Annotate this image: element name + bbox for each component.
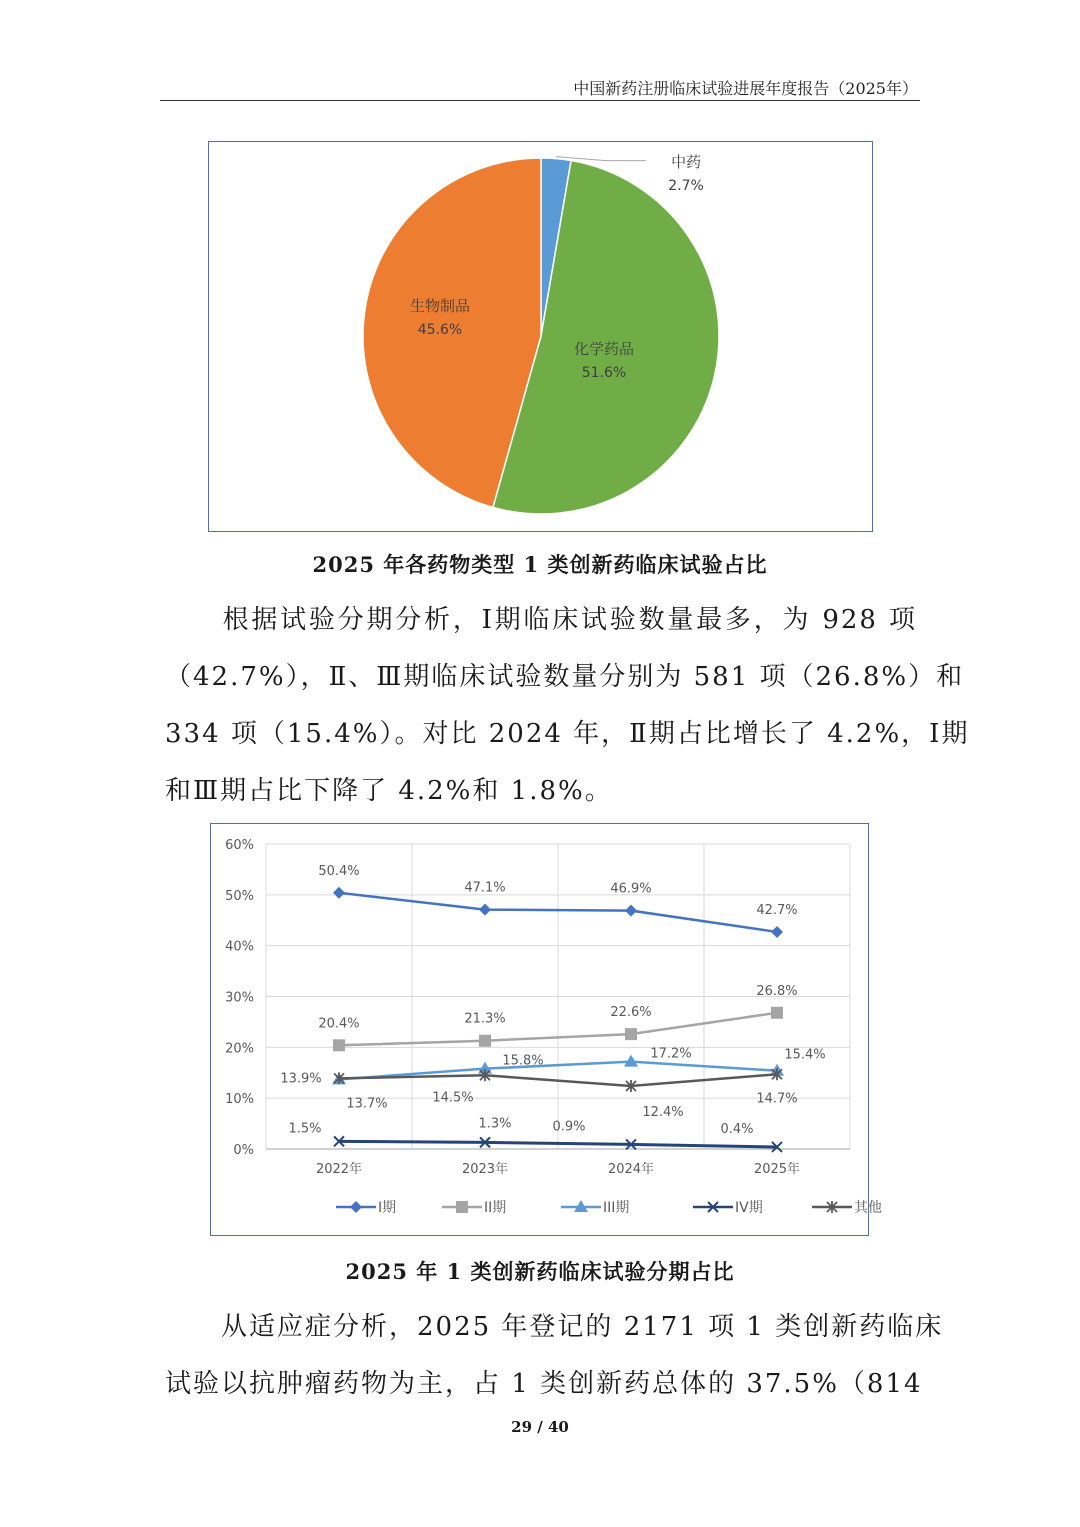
data-label: 50.4% [318, 863, 360, 879]
y-tick-label: 30% [225, 990, 254, 1006]
paragraph-line: 从适应症分析，2025 年登记的 2171 项 1 类创新药临床 [165, 1312, 944, 1342]
x-tick-label: 2022年 [315, 1162, 363, 1177]
x-tick-label: 2025年 [753, 1162, 801, 1177]
pie-label-name: 中药 [671, 153, 702, 171]
data-point [771, 926, 783, 938]
data-label: 47.1% [464, 880, 506, 896]
pie-label-value: 45.6% [417, 322, 463, 338]
legend-item [812, 1200, 882, 1216]
data-label: 14.5% [432, 1090, 474, 1106]
pie-chart [209, 142, 872, 531]
data-label: 17.2% [650, 1046, 692, 1062]
header-rule [160, 100, 920, 101]
data-point [625, 905, 637, 917]
page-number: 29 / 40 [511, 1418, 569, 1436]
paragraph-line: 334 项（15.4%）。对比 2024 年，Ⅱ期占比增长了 4.2%，Ⅰ期 [165, 719, 970, 749]
line-chart [211, 824, 882, 1235]
data-label: 21.3% [464, 1011, 506, 1027]
header-title: 中国新药注册临床试验进展年度报告（2025年） [573, 79, 918, 98]
data-point [333, 1039, 345, 1051]
y-tick-label: 10% [225, 1092, 254, 1108]
data-label: 13.7% [346, 1096, 388, 1112]
paragraph-phase-analysis [165, 592, 970, 820]
legend-marker [456, 1201, 468, 1213]
paragraph-line: 试验以抗肿瘤药物为主，占 1 类创新药总体的 37.5%（814 [165, 1369, 923, 1399]
data-label: 22.6% [610, 1005, 652, 1021]
data-label: 14.7% [756, 1091, 798, 1107]
legend-item [336, 1200, 396, 1216]
data-label: 1.3% [478, 1116, 512, 1132]
legend-label: III期 [603, 1200, 630, 1216]
pie-label-value: 2.7% [668, 178, 704, 194]
pie-chart-caption: 2025 年各药物类型 1 类创新药临床试验占比 [312, 552, 768, 577]
data-label: 13.9% [280, 1071, 322, 1087]
series-3 [288, 1116, 782, 1152]
line-chart-caption: 2025 年 1 类创新药临床试验分期占比 [345, 1259, 735, 1284]
x-tick-label: 2023年 [461, 1162, 509, 1177]
legend-item [561, 1200, 629, 1216]
pie-label-name: 化学药品 [573, 340, 635, 358]
data-label: 46.9% [610, 881, 652, 897]
legend-item [693, 1200, 763, 1216]
data-point [333, 887, 345, 899]
data-point [479, 904, 491, 916]
pie-label-value: 51.6% [581, 365, 627, 381]
paragraph-indication-analysis [165, 1299, 944, 1413]
data-label: 0.4% [720, 1121, 754, 1137]
data-point [479, 1035, 491, 1047]
y-tick-label: 20% [225, 1041, 254, 1057]
data-point [771, 1007, 783, 1019]
paragraph-line: （42.7%），Ⅱ、Ⅲ期临床试验数量分别为 581 项（26.8%）和 [165, 662, 965, 692]
paragraph-line: 和Ⅲ期占比下降了 4.2%和 1.8%。 [165, 776, 613, 806]
legend-label: II期 [484, 1200, 507, 1216]
data-point [625, 1028, 637, 1040]
y-tick-label: 50% [225, 888, 254, 904]
legend-marker [350, 1201, 362, 1213]
x-tick-label: 2024年 [607, 1162, 655, 1177]
data-label: 42.7% [756, 902, 798, 918]
pie-chart-frame [208, 141, 873, 532]
data-label: 0.9% [552, 1119, 586, 1135]
paragraph-line: 根据试验分期分析，Ⅰ期临床试验数量最多，为 928 项 [165, 605, 917, 635]
data-label: 1.5% [288, 1121, 322, 1137]
y-tick-label: 60% [225, 838, 254, 853]
line-chart-frame [210, 823, 882, 1236]
data-label: 15.8% [502, 1053, 544, 1069]
pie-label-name: 生物制品 [409, 297, 471, 315]
data-label: 26.8% [756, 983, 798, 999]
legend-label: I期 [378, 1200, 397, 1216]
series-2 [332, 1047, 826, 1112]
legend-item [442, 1200, 506, 1216]
data-label: 15.4% [784, 1047, 826, 1063]
y-tick-label: 0% [233, 1143, 254, 1158]
data-label: 20.4% [318, 1016, 360, 1032]
series-4 [280, 1068, 797, 1120]
legend-label: 其他 [854, 1200, 882, 1216]
legend-label: IV期 [735, 1200, 763, 1216]
data-label: 12.4% [642, 1104, 684, 1120]
y-tick-label: 40% [225, 939, 254, 955]
